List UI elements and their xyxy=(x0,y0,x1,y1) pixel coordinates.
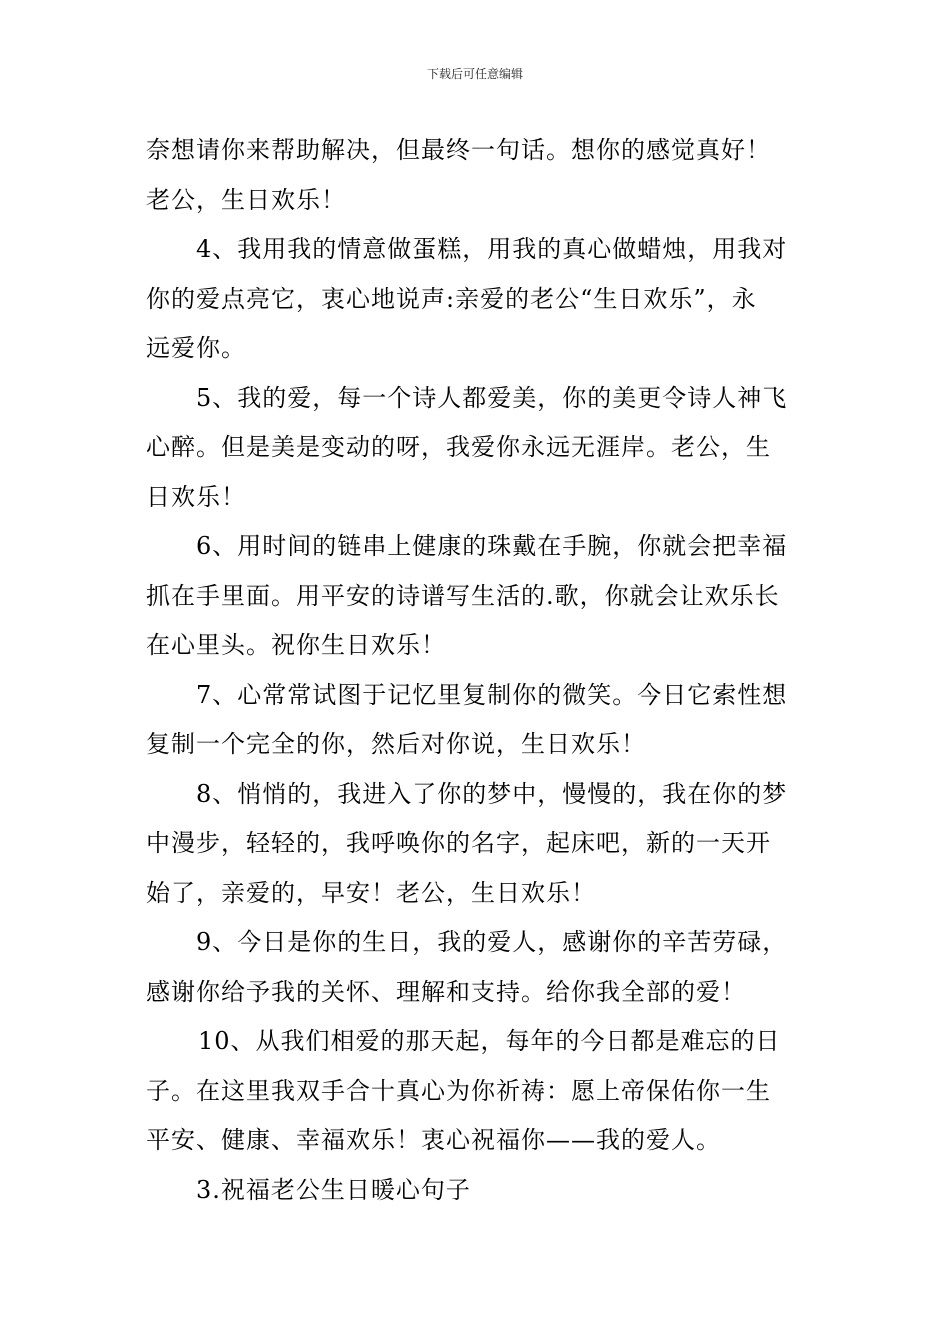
paragraph-7-first-line: 7、心常常试图于记忆里复制你的微笑。今日它索性想 xyxy=(196,680,788,709)
paragraph-line: 心醉。但是美是变动的呀，我爱你永远无涯岸。老公，生 xyxy=(146,433,771,461)
paragraph-line: 老公，生日欢乐！ xyxy=(146,185,346,214)
paragraph-5-first-line: 5、我的爱，每一个诗人都爱美，你的美更令诗人神飞 xyxy=(196,383,788,412)
paragraph-line: 始了，亲爱的，早安！老公，生日欢乐！ xyxy=(146,878,596,907)
paragraph-line: 在心里头。祝你生日欢乐！ xyxy=(146,631,446,659)
paragraph-9-first-line: 9、今日是你的生日，我的爱人，感谢你的辛苦劳碌， xyxy=(196,928,788,956)
paragraph-line: 子。在这里我双手合十真心为你祈祷：愿上帝保佑你一生 xyxy=(146,1076,771,1105)
paragraph-line: 复制一个完全的你，然后对你说，生日欢乐！ xyxy=(146,730,646,758)
paragraph-8-first-line: 8、悄悄的，我进入了你的梦中，慢慢的，我在你的梦 xyxy=(196,779,788,808)
paragraph-6-first-line: 6、用时间的链串上健康的珠戴在手腕，你就会把幸福 xyxy=(196,532,788,560)
paragraph-4-first-line: 4、我用我的情意做蛋糕，用我的真心做蜡烛，用我对 xyxy=(196,235,788,263)
paragraph-line: 平安、健康、幸福欢乐！衷心祝福你——我的爱人。 xyxy=(146,1126,721,1154)
paragraph-line: 日欢乐！ xyxy=(146,482,246,511)
paragraph-line: 感谢你给予我的关怀、理解和支持。给你我全部的爱！ xyxy=(146,977,746,1006)
paragraph-line: 奈想请你来帮助解决，但最终一句话。想你的感觉真好！ xyxy=(146,136,771,164)
document-body xyxy=(146,126,816,1215)
paragraph-10-first-line: 10、从我们相爱的那天起，每年的今日都是难忘的日 xyxy=(198,1027,781,1055)
paragraph-line: 你的爱点亮它，衷心地说声:亲爱的老公“生日欢乐”，永 xyxy=(146,284,757,313)
page-header: 下载后可任意编辑 xyxy=(426,67,523,81)
section-heading: 3.祝福老公生日暖心句子 xyxy=(196,1175,471,1204)
paragraph-line: 中漫步，轻轻的，我呼唤你的名字，起床吧，新的一天开 xyxy=(146,829,771,857)
paragraph-line: 抓在手里面。用平安的诗谱写生活的.歌，你就会让欢乐长 xyxy=(146,581,780,610)
paragraph-line: 远爱你。 xyxy=(146,334,246,362)
